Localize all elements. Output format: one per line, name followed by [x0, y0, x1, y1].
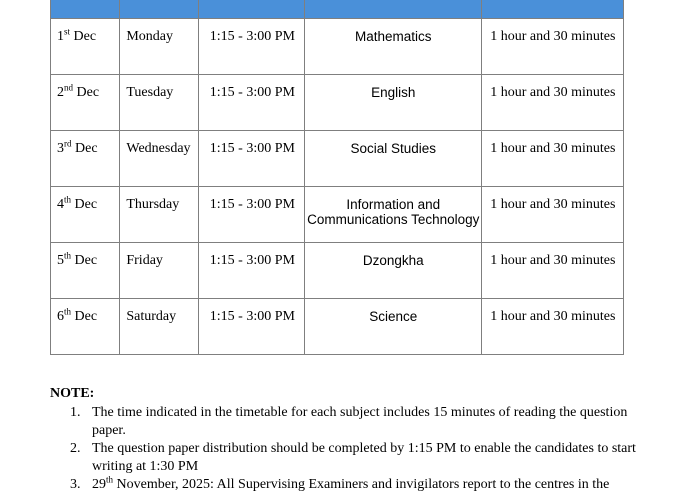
subject-cell: Science: [305, 299, 482, 355]
date-cell: 3rd Dec: [51, 131, 120, 187]
duration-cell: 1 hour and 30 minutes: [482, 131, 624, 187]
weekday-cell: Saturday: [120, 299, 198, 355]
table-row: [51, 187, 624, 243]
note-item: 2. The question paper distribution should be completed by 1:15 PM to enable the candidates to start writing at 1:30 PM: [70, 441, 636, 474]
subject-cell: Social Studies: [305, 131, 482, 187]
header-cell-duration: [482, 0, 624, 19]
duration-cell: 1 hour and 30 minutes: [482, 243, 624, 299]
date-cell: 2nd Dec: [51, 75, 120, 131]
table-row: [51, 131, 624, 187]
date-cell: 5th Dec: [51, 243, 120, 299]
time-cell: 1:15 - 3:00 PM: [198, 75, 305, 131]
subject-cell: Dzongkha: [305, 243, 482, 299]
duration-cell: 1 hour and 30 minutes: [482, 75, 624, 131]
date-cell: 1st Dec: [51, 19, 120, 75]
duration-cell: 1 hour and 30 minutes: [482, 19, 624, 75]
weekday-cell: Wednesday: [120, 131, 198, 187]
header-cell-subject: [305, 0, 482, 19]
exam-timetable: [50, 0, 624, 355]
duration-cell: 1 hour and 30 minutes: [482, 187, 624, 243]
time-cell: 1:15 - 3:00 PM: [198, 243, 305, 299]
note-item: 1. The time indicated in the timetable for each subject includes 15 minutes of reading the question paper.: [70, 405, 628, 438]
table-row: [51, 243, 624, 299]
weekday-cell: Friday: [120, 243, 198, 299]
table-header-row: [51, 0, 624, 19]
subject-cell: English: [305, 75, 482, 131]
header-cell-time: [198, 0, 305, 19]
header-cell-date: [51, 0, 120, 19]
table-row: [51, 299, 624, 355]
table-row: [51, 19, 624, 75]
time-cell: 1:15 - 3:00 PM: [198, 131, 305, 187]
table-row: [51, 75, 624, 131]
time-cell: 1:15 - 3:00 PM: [198, 19, 305, 75]
time-cell: 1:15 - 3:00 PM: [198, 299, 305, 355]
subject-cell: Information and Communications Technology: [305, 187, 482, 243]
weekday-cell: Monday: [120, 19, 198, 75]
note-title: NOTE:: [50, 386, 95, 401]
weekday-cell: Thursday: [120, 187, 198, 243]
subject-cell: Mathematics: [305, 19, 482, 75]
date-cell: 6th Dec: [51, 299, 120, 355]
duration-cell: 1 hour and 30 minutes: [482, 299, 624, 355]
time-cell: 1:15 - 3:00 PM: [198, 187, 305, 243]
weekday-cell: Tuesday: [120, 75, 198, 131]
notes-list: [50, 404, 650, 494]
date-cell: 4th Dec: [51, 187, 120, 243]
note-item: 3. 29th November, 2025: All Supervising Examiners and invigilators report to the centres in the: [70, 474, 610, 492]
header-cell-day: [120, 0, 198, 19]
